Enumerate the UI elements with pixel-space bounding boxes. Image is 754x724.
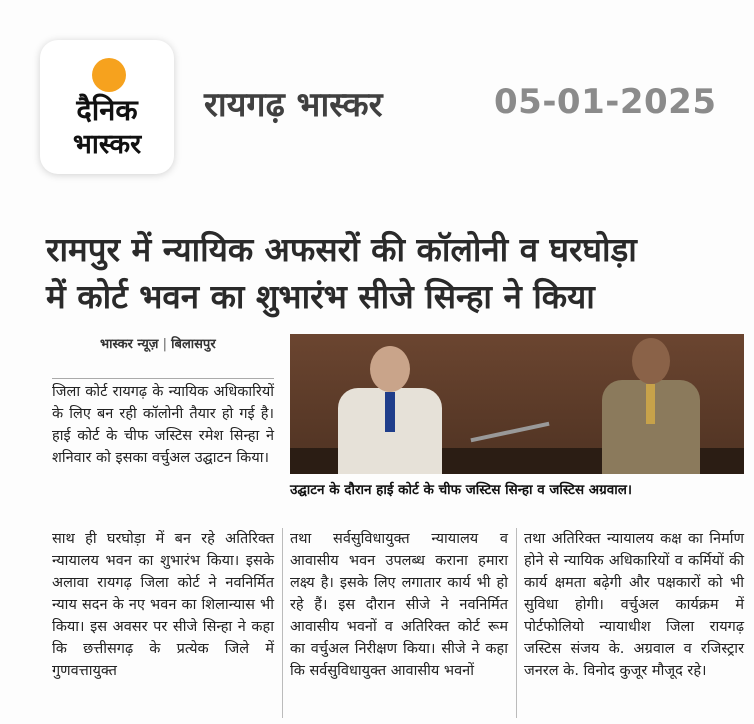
edition-name: रायगढ़ भास्कर xyxy=(204,85,383,125)
dainik-bhaskar-logo xyxy=(40,40,174,174)
article-column-1-top xyxy=(52,378,274,469)
byline-place: बिलासपुर xyxy=(171,337,216,352)
publication-date: 05-01-2025 xyxy=(494,82,717,122)
logo-line-2: भास्कर xyxy=(72,129,142,160)
paragraph-2: साथ ही घरघोड़ा में बन रहे अतिरिक्त न्यायालय भवन का शुभारंभ किया। इसके अलावा रायगढ़ जिला कोर्ट ने नवनिर्मित न्याय सदन के नए भवन का शिलान्यास भी किया। इस अवसर पर सीजे सिन्हा ने कहा कि छत्तीसगढ़ के प्रत्येक जिले में गुणवत्तायुक्त xyxy=(52,531,274,679)
photo-person-left xyxy=(330,344,450,474)
column-divider xyxy=(282,528,283,718)
article-column-1-bottom xyxy=(52,528,274,682)
headline xyxy=(46,226,746,320)
photo-caption: उद्घाटन के दौरान हाई कोर्ट के चीफ जस्टिस सिन्हा व जस्टिस अग्रवाल। xyxy=(290,482,633,498)
paragraph-4: तथा अतिरिक्त न्यायालय कक्ष का निर्माण होने से न्यायिक अधिकारियों व कर्मियों की कार्य क्षमता बढ़ेगी और पक्षकारों को भी सुविधा होगी। वर्चुअल कार्यक्रम में पोर्टफोलियो न्यायाधीश जिला रायगढ़ जस्टिस संजय के. अग्रवाल व रजिस्ट्रार जनरल के. विनोद कुजूर मौजूद रहे। xyxy=(524,531,744,679)
byline-separator: | xyxy=(162,337,168,352)
paragraph-1: जिला कोर्ट रायगढ़ के न्यायिक अधिकारियों के लिए बन रही कॉलोनी तैयार हो गई है। हाई कोर्ट के चीफ जस्टिस रमेश सिन्हा ने शनिवार को इसका वर्चुअल उद्घाटन किया। xyxy=(52,384,274,466)
headline-line-2: में कोर्ट भवन का शुभारंभ सीजे सिन्हा ने किया xyxy=(46,277,595,316)
column-divider xyxy=(516,528,517,718)
news-photo xyxy=(290,334,744,474)
logo-line-1: दैनिक xyxy=(76,93,138,127)
photo-person-right xyxy=(596,338,706,474)
paragraph-3: तथा सर्वसुविधायुक्त न्यायालय व आवासीय भवन उपलब्ध कराना हमारा लक्ष्य है। इसके लिए लगातार कार्य भी हो रहे हैं। इस दौरान सीजे ने नवनिर्मित आवासीय भवनों व अतिरिक्त कोर्ट रूम का वर्चुअल निरीक्षण किया। सीजे ने कहा कि सर्वसुविधायुक्त आवासीय भवनों xyxy=(290,531,508,679)
headline-line-1: रामपुर में न्यायिक अफसरों की कॉलोनी व घरघोड़ा xyxy=(46,230,637,269)
article-column-3 xyxy=(524,528,744,682)
sun-icon xyxy=(92,58,126,92)
byline xyxy=(100,334,216,352)
article-column-2 xyxy=(290,528,508,682)
byline-source: भास्कर न्यूज़ xyxy=(100,337,159,352)
